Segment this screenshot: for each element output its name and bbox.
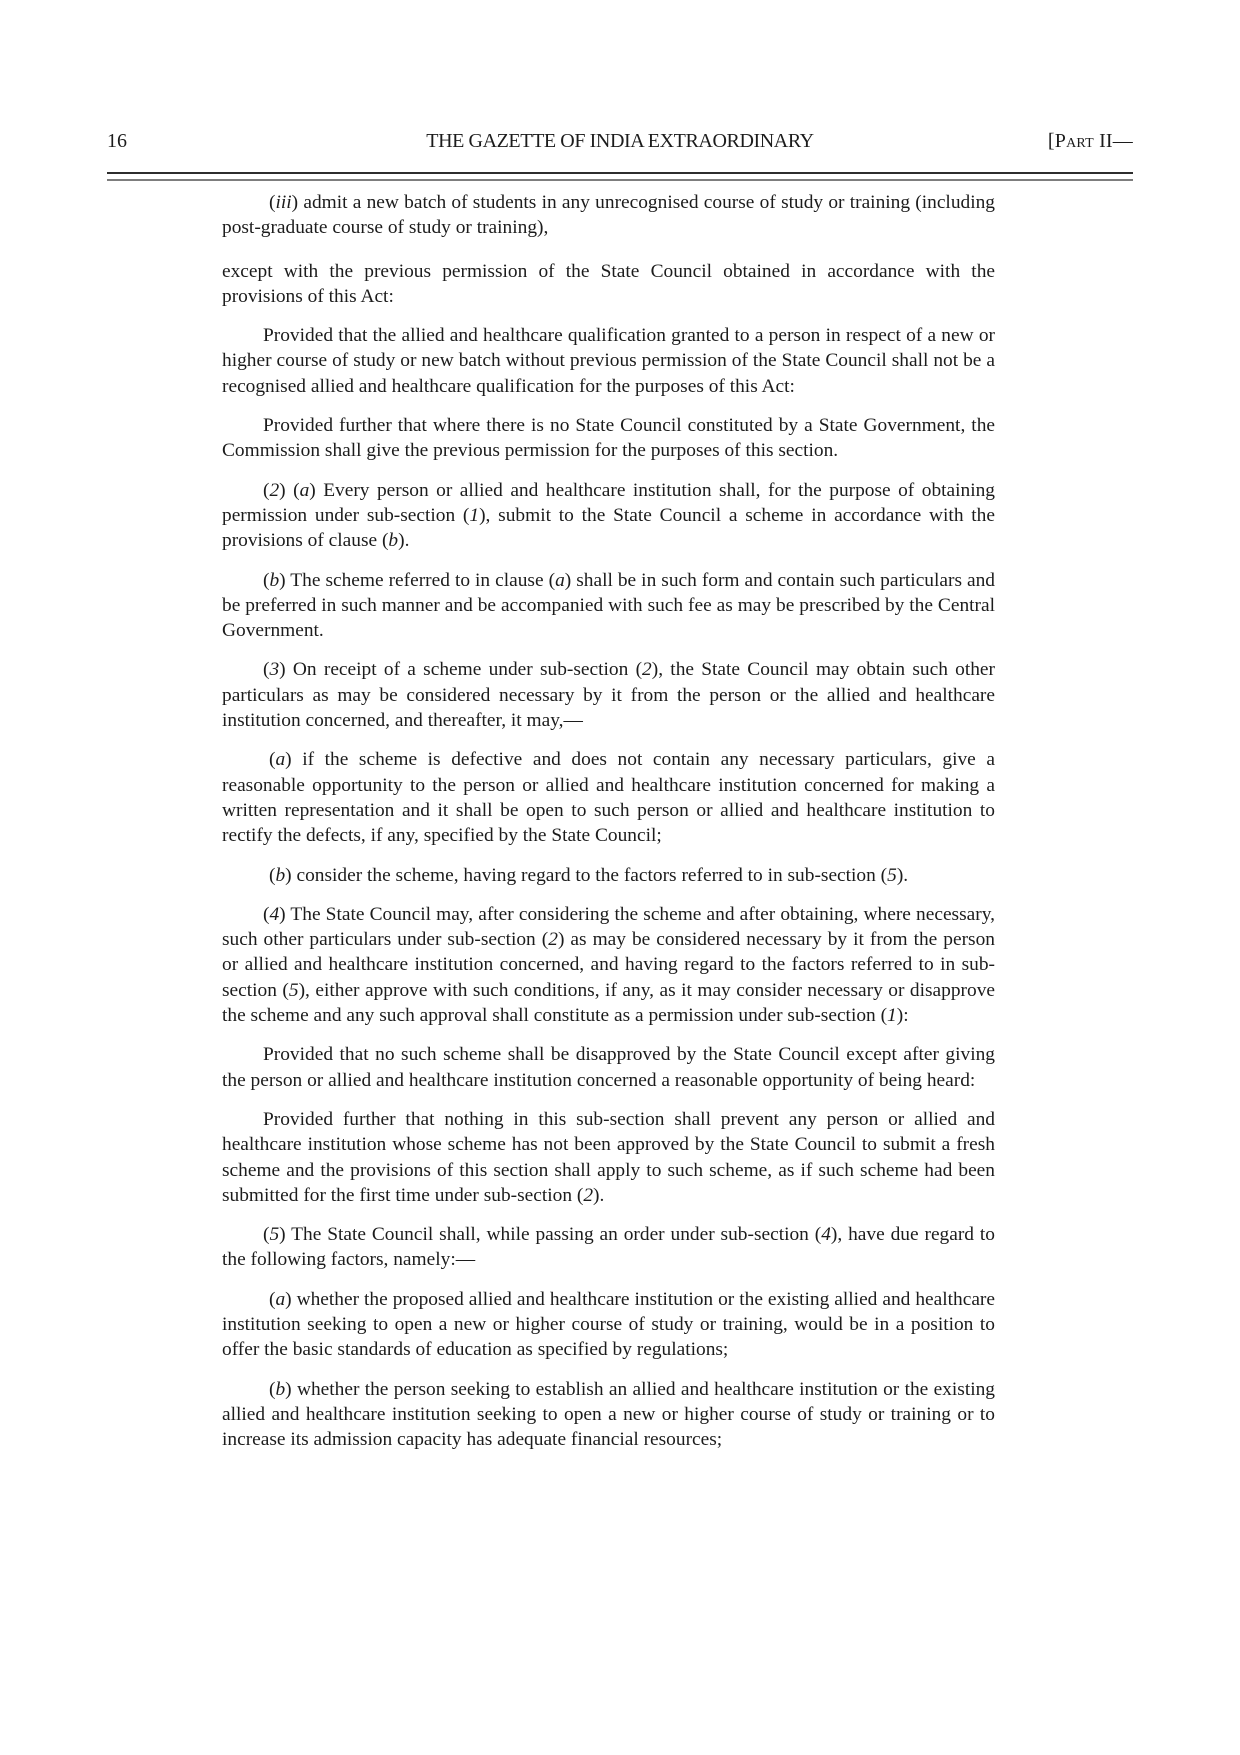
text-run: ) The State Council shall, while passing an order under sub-section ( — [279, 1224, 822, 1246]
text-run: ( — [263, 479, 270, 501]
text-run: ) as may be considered necessary by it from the person or allied and healthcare institution concerned, and having regard to the factors referred to in sub-section ( — [222, 929, 995, 1001]
item-3b — [222, 863, 995, 888]
para-4 — [222, 902, 995, 1028]
text-run: Provided that no such scheme shall be disapproved by the State Council except after giving the person or allied and healthcare institution concerned a reasonable opportunity of being heard: — [222, 1044, 995, 1091]
text-run: b — [269, 569, 280, 591]
text-run: 4 — [269, 903, 280, 925]
text-run: a — [555, 569, 565, 591]
clause-iii — [222, 190, 995, 241]
para-2a — [222, 478, 995, 554]
text-run: ) Every person or allied and healthcare institution shall, for the purpose of obtaining permission under sub-section ( — [222, 479, 995, 526]
header-double-rule — [107, 172, 1133, 181]
text-run: ), have due regard to the following factors, namely:— — [222, 1224, 995, 1271]
text-run: a — [275, 1288, 286, 1310]
text-run: ( — [269, 1378, 276, 1400]
text-run: 5 — [288, 979, 299, 1001]
text-run: Provided that the allied and healthcare qualification granted to a person in respect of a new or higher course of study or new batch without previous permission of the State Council shall not be a recognised allied and healthcare qualification for the purposes of this Act: — [222, 325, 995, 397]
text-run: ) whether the proposed allied and healthcare institution or the existing allied and healthcare institution seeking to open a new or higher course of study or training, would be in a position to offer the basic standards of education as specified by regulations; — [222, 1288, 995, 1361]
proviso-fresh-scheme — [222, 1107, 995, 1208]
item-5b — [222, 1377, 995, 1453]
document-body — [222, 190, 995, 1466]
text-run: Provided further that nothing in this sub-section shall prevent any person or allied and healthcare institution whose scheme has not been approved by the State Council to submit a fresh scheme and the provisions of this section shall apply to such scheme, as if such scheme had been submitted for the first time under sub-section ( — [222, 1108, 995, 1206]
proviso-no-state-council — [222, 413, 995, 464]
text-run: 2 — [548, 929, 558, 951]
text-run: ), submit to the State Council a scheme in accordance with the provisions of clause ( — [222, 504, 995, 552]
text-run: 3 — [269, 659, 280, 681]
text-run: ), either approve with such conditions, if any, as it may consider necessary or disapprove the scheme and any such approval shall constitute as a permission under sub-section ( — [222, 979, 995, 1027]
proviso-disapproval — [222, 1042, 995, 1093]
text-run: Provided further that where there is no State Council constituted by a State Government, the Commission shall give the previous permission for the purposes of this section. — [222, 415, 995, 462]
text-run: 1 — [887, 1005, 897, 1027]
para-2b — [222, 568, 995, 644]
text-run: ): — [896, 1005, 909, 1027]
item-5a — [222, 1287, 995, 1363]
text-run: b — [275, 1378, 286, 1400]
text-run: ) The scheme referred to in clause ( — [279, 569, 556, 591]
text-run: ) shall be in such form and contain such particulars and be preferred in such manner and be accompanied with such fee as may be prescribed by the Central Government. — [222, 569, 996, 642]
text-run: except with the previous permission of the State Council obtained in accordance with the provisions of this Act: — [222, 260, 995, 307]
text-run: ( — [269, 749, 276, 771]
text-run: 4 — [821, 1224, 831, 1246]
text-run: 2 — [583, 1184, 594, 1206]
text-run: 5 — [887, 864, 897, 886]
text-run: ( — [269, 864, 276, 886]
para-5 — [222, 1222, 995, 1273]
text-run: ) The State Council may, after considering the scheme and after obtaining, where necessary, such other particulars under sub-section ( — [222, 903, 995, 951]
text-run: ). — [593, 1184, 605, 1206]
text-run: ( — [263, 1224, 270, 1246]
text-run: 1 — [469, 504, 480, 526]
text-run: ( — [269, 1288, 276, 1310]
page-number: 16 — [107, 130, 127, 152]
text-run: 2 — [642, 659, 652, 681]
text-run: ), the State Council may obtain such other particulars as may be considered necessary by it from the person or the allied and healthcare institution concerned, and thereafter, it may,— — [222, 659, 995, 732]
page-title: THE GAZETTE OF INDIA EXTRAORDINARY — [426, 130, 814, 152]
text-run: ) ( — [279, 479, 300, 501]
page-header — [107, 130, 1133, 158]
text-run: ) whether the person seeking to establish an allied and healthcare institution or the existing allied and healthcare institution seeking to open a new or higher course of study or training or to increase its admission capacity has adequate financial resources; — [222, 1378, 995, 1451]
text-run: a — [275, 749, 286, 771]
text-run: a — [299, 479, 310, 501]
text-run: 2 — [269, 479, 280, 501]
para-except-clause — [222, 259, 995, 310]
text-run: ) On receipt of a scheme under sub-section ( — [279, 659, 643, 681]
text-run: iii — [275, 192, 292, 213]
text-run: ) admit a new batch of students in any unrecognised course of study or training (including post-graduate course of study or training), — [222, 192, 995, 239]
proviso-qualification — [222, 323, 995, 399]
text-run: b — [275, 864, 286, 886]
text-run: ). — [896, 864, 909, 886]
text-run: ) if the scheme is defective and does not contain any necessary particulars, give a reasonable opportunity to the person or allied and healthcare institution concerned for making a written representation and it shall be open to such person or allied and healthcare institution to rectify the defects, if any, specified by the State Council; — [222, 749, 995, 847]
text-run: ( — [263, 903, 270, 925]
text-run: ( — [263, 569, 270, 591]
para-3 — [222, 657, 995, 733]
text-run: ). — [398, 530, 410, 552]
text-run: ( — [269, 192, 276, 213]
text-run: 5 — [269, 1224, 280, 1246]
part-label: [Part II— — [1047, 130, 1133, 152]
item-3a — [222, 747, 995, 848]
text-run: ) consider the scheme, having regard to the factors referred to in sub-section ( — [285, 864, 888, 886]
text-run: ( — [263, 659, 270, 681]
text-run: b — [388, 530, 399, 552]
